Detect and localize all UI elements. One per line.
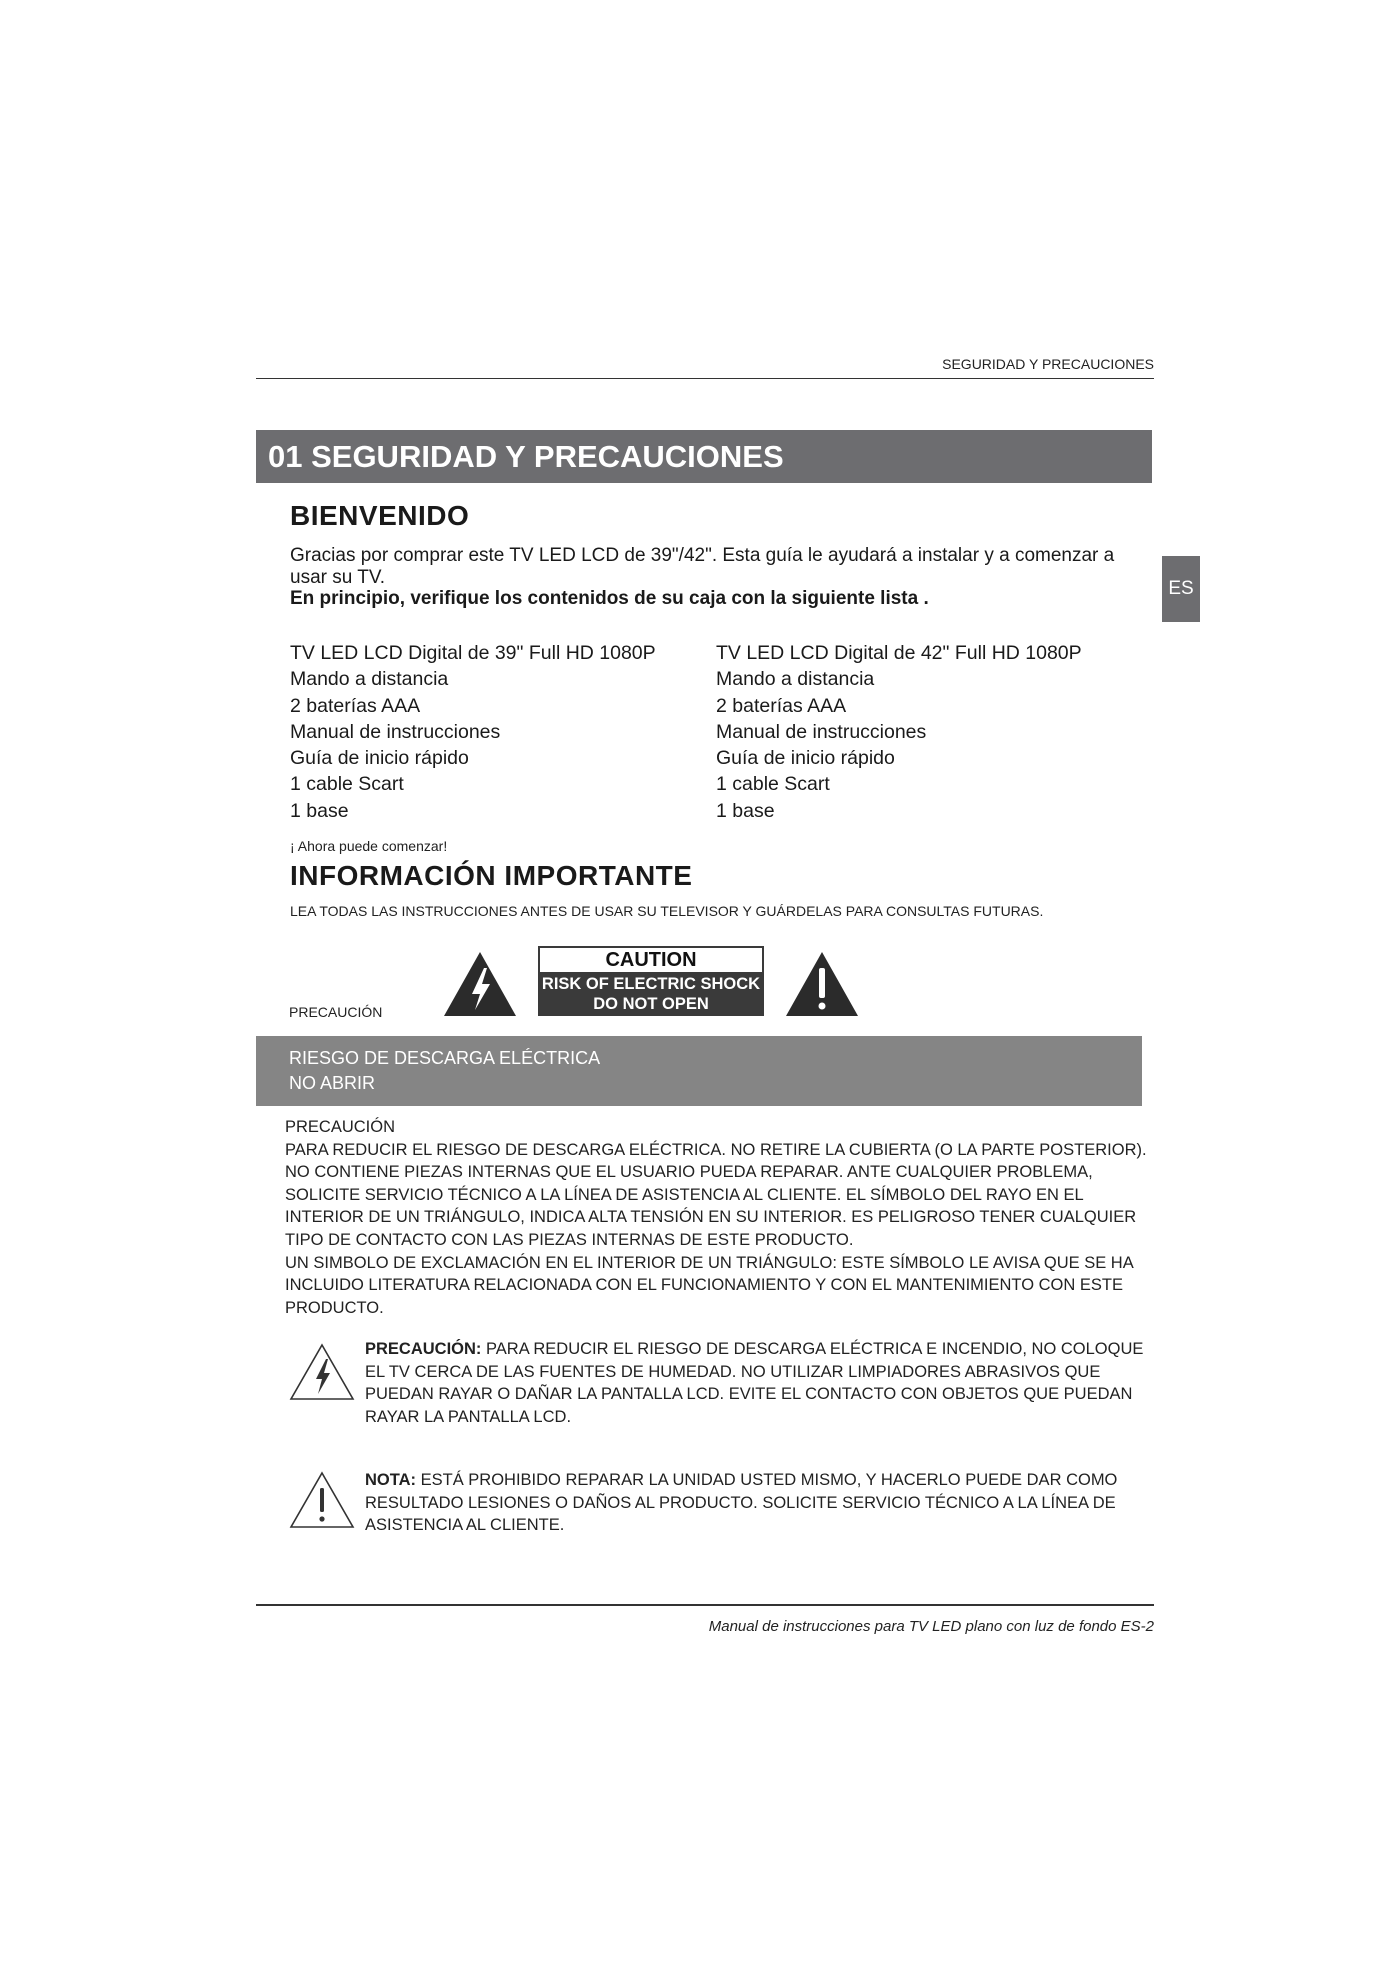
precaution-note-text: PARA REDUCIR EL RIESGO DE DESCARGA ELÉCTRICA E INCENDIO, NO COLOQUE EL TV CERCA DE LAS FUENTES DE HUMEDAD. NO UTILIZAR LIMPIADORES ABRASIVOS QUE PUEDAN RAYAR O DAÑAR LA PANTALLA LCD. EVITE EL CONTACTO CON OBJETOS QUE PUEDAN RAYAR LA PANTALLA LCD. <box>365 1340 1144 1426</box>
list-item: 1 base <box>290 799 349 822</box>
risk-bar <box>256 1036 1142 1106</box>
welcome-heading: BIENVENIDO <box>290 500 470 531</box>
precaution-block <box>285 1116 1155 1319</box>
list-item: Mando a distancia <box>716 668 875 691</box>
contents-list-39 <box>290 640 656 824</box>
list-item: 1 cable Scart <box>716 773 830 796</box>
caution-sign-line1: RISK OF ELECTRIC SHOCK <box>541 975 761 993</box>
list-item: Guía de inicio rápido <box>290 747 469 770</box>
risk-bar-line2: NO ABRIR <box>289 1073 376 1093</box>
header-rule <box>256 378 1154 379</box>
exclamation-triangle-icon <box>288 1470 356 1530</box>
precaution-note-label: PRECAUCIÓN: <box>365 1340 482 1358</box>
repair-note-text: ESTÁ PROHIBIDO REPARAR LA UNIDAD USTED MISMO, Y HACERLO PUEDE DAR COMO RESULTADO LESIONES O DAÑOS AL PRODUCTO. SOLICITE SERVICIO TÉCNICO A LA LÍNEA DE ASISTENCIA AL CLIENTE. <box>365 1471 1118 1535</box>
precaution-title: PRECAUCIÓN <box>285 1118 396 1136</box>
precaution-note <box>365 1338 1155 1428</box>
list-item: 1 base <box>716 799 775 822</box>
repair-note-label: NOTA: <box>365 1471 417 1489</box>
start-note: ¡ Ahora puede comenzar! <box>290 838 448 854</box>
language-tab: ES <box>1162 556 1200 622</box>
caution-sign <box>538 946 764 1016</box>
precaution-paragraph: PARA REDUCIR EL RIESGO DE DESCARGA ELÉCTRICA. NO RETIRE LA CUBIERTA (O LA PARTE POSTERIOR). NO CONTIENE PIEZAS INTERNAS QUE EL USUARIO PUEDA REPARAR. ANTE CUALQUIER PROBLEMA, SOLICITE SERVICIO TÉCNICO A LA LÍNEA DE ASISTENCIA AL CLIENTE. EL SÍMBOLO DEL RAYO EN EL INTERIOR DE UN TRIÁNGULO, INDICA ALTA TENSIÓN EN SU INTERIOR. ES PELIGROSO TENER CUALQUIER TIPO DE CONTACTO CON LAS PIEZAS INTERNAS DE ESTE PRODUCTO. <box>285 1140 1147 1249</box>
contents-list-42 <box>716 640 1082 824</box>
list-item: Mando a distancia <box>290 668 449 691</box>
read-instructions-note: LEA TODAS LAS INSTRUCCIONES ANTES DE USAR SU TELEVISOR Y GUÁRDELAS PARA CONSULTAS FUTURAS. <box>290 903 1044 919</box>
repair-note <box>365 1469 1155 1537</box>
list-item: 2 baterías AAA <box>290 694 421 717</box>
caution-sign-title: CAUTION <box>540 948 762 972</box>
list-item: 1 cable Scart <box>290 773 404 796</box>
list-item: 2 baterías AAA <box>716 694 847 717</box>
lightning-triangle-icon <box>288 1342 356 1402</box>
important-heading: INFORMACIÓN IMPORTANTE <box>290 860 693 891</box>
list-item: TV LED LCD Digital de 42" Full HD 1080P <box>716 642 1082 664</box>
exclamation-paragraph: UN SIMBOLO DE EXCLAMACIÓN EN EL INTERIOR DE UN TRIÁNGULO: ESTE SÍMBOLO LE AVISA QUE SE HA INCLUIDO LITERATURA RELACIONADA CON EL FUNCIONAMIENTO Y CON EL MANTENIMIENTO CON ESTE PRODUCTO. <box>285 1253 1133 1317</box>
list-item: Manual de instrucciones <box>716 720 927 743</box>
check-contents-note: En principio, verifique los contenidos de su caja con la siguiente lista . <box>290 588 929 609</box>
exclamation-triangle-icon <box>784 950 860 1018</box>
list-item: TV LED LCD Digital de 39" Full HD 1080P <box>290 642 656 664</box>
page-footer: Manual de instrucciones para TV LED plano con luz de fondo ES-2 <box>708 1618 1154 1635</box>
caution-sign-line2: DO NOT OPEN <box>593 995 709 1013</box>
risk-bar-line1: RIESGO DE DESCARGA ELÉCTRICA <box>289 1048 601 1068</box>
lightning-triangle-icon <box>442 950 518 1018</box>
footer-rule <box>256 1604 1154 1606</box>
section-title-bar: 01 SEGURIDAD Y PRECAUCIONES <box>256 430 1152 483</box>
running-header: SEGURIDAD Y PRECAUCIONES <box>942 356 1154 372</box>
caution-label-text: PRECAUCIÓN <box>289 1004 383 1020</box>
welcome-intro: Gracias por comprar este TV LED LCD de 39"/42". Esta guía le ayudará a instalar y a comenzar a usar su TV. <box>290 545 1115 588</box>
list-item: Guía de inicio rápido <box>716 747 895 770</box>
list-item: Manual de instrucciones <box>290 720 501 743</box>
